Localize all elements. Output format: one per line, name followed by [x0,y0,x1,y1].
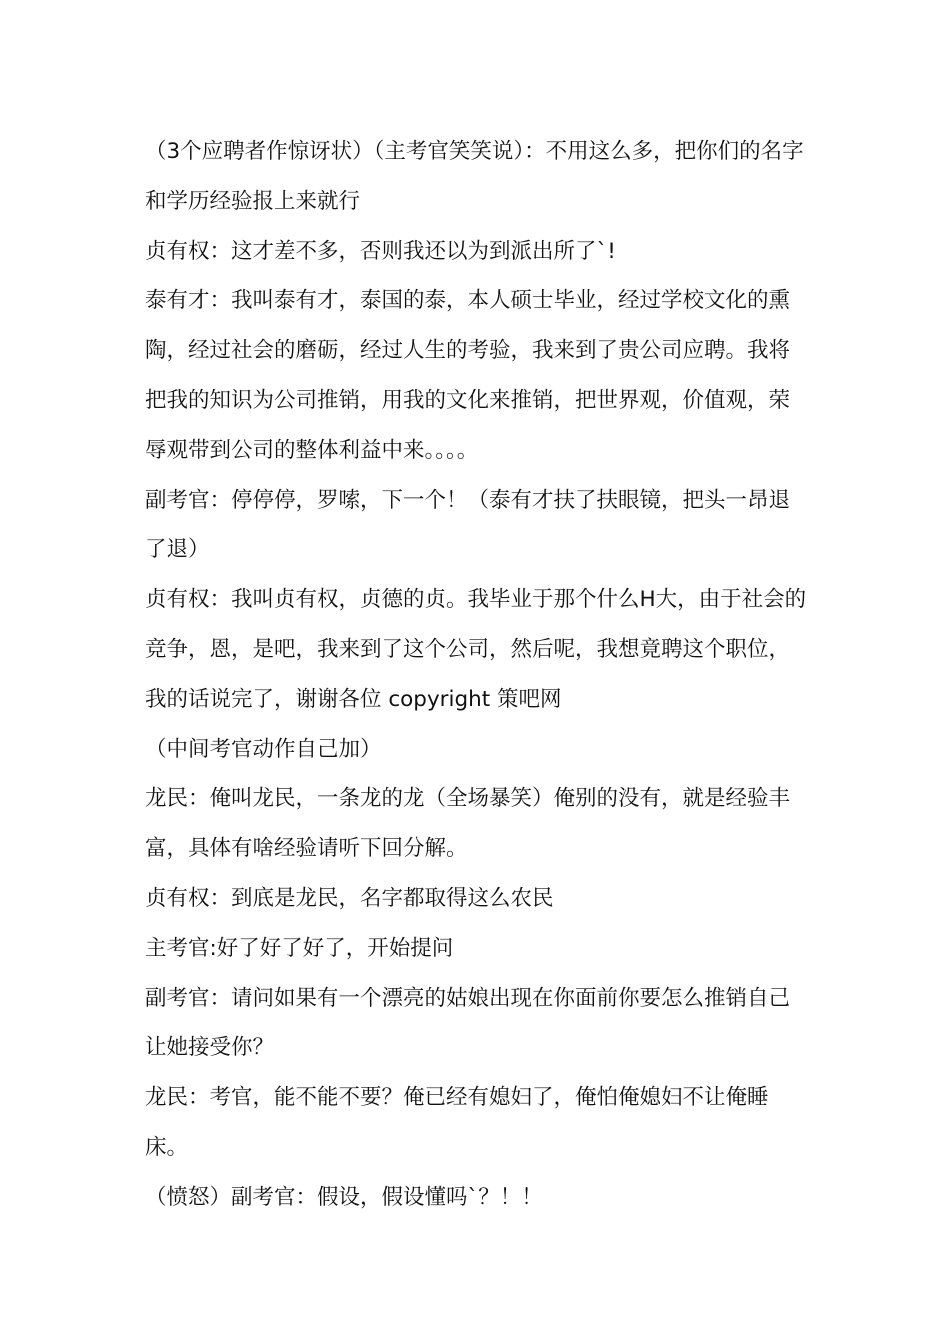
paragraph: 龙民：俺叫龙民，一条龙的龙（全场暴笑）俺别的没有，就是经验丰富，具体有啥经验请听下回分解。 [145,786,791,862]
paragraph: 龙民：考官，能不能不要？俺已经有媳妇了，俺怕俺媳妇不让俺睡床。 [145,1085,769,1160]
document-body [145,127,810,1223]
paragraph: （3个应聘者作惊讶状）（主考官笑笑说）：不用这么多，把你们的名字和学历经验报上来就行 [145,139,804,214]
paragraph: 贞有权：到底是龙民，名字都取得这么农民 [145,885,554,911]
paragraph: 泰有才：我叫泰有才，泰国的泰，本人硕士毕业，经过学校文化的熏陶，经过社会的磨砺，经过人生的考验，我来到了贵公司应聘。我将把我的知识为公司推销，用我的文化来推销，把世界观，价值观，荣辱观带到公司的整体利益中来。。。。 [145,288,791,463]
paragraph: （中间考官动作自己加） [145,736,382,762]
paragraph: （愤怒）副考官：假设，假设懂吗`？！！ [145,1184,543,1210]
paragraph: 主考官:好了好了好了，开始提问 [145,935,454,961]
paragraph: 副考官：停停停，罗嗦，下一个！（泰有才扶了扶眼镜，把头一昂退了退） [145,487,791,563]
paragraph: 贞有权：我叫贞有权，贞德的贞。我毕业于那个什么H大，由于社会的竞争，恩，是吧，我来到了这个公司，然后呢，我想竟聘这个职位，我的话说完了，谢谢各位 copyright 策吧网 [145,587,807,712]
paragraph: 副考官：请问如果有一个漂亮的姑娘出现在你面前你要怎么推销自己让她接受你？ [145,985,791,1061]
paragraph: 贞有权：这才差不多，否则我还以为到派出所了`! [145,238,616,264]
